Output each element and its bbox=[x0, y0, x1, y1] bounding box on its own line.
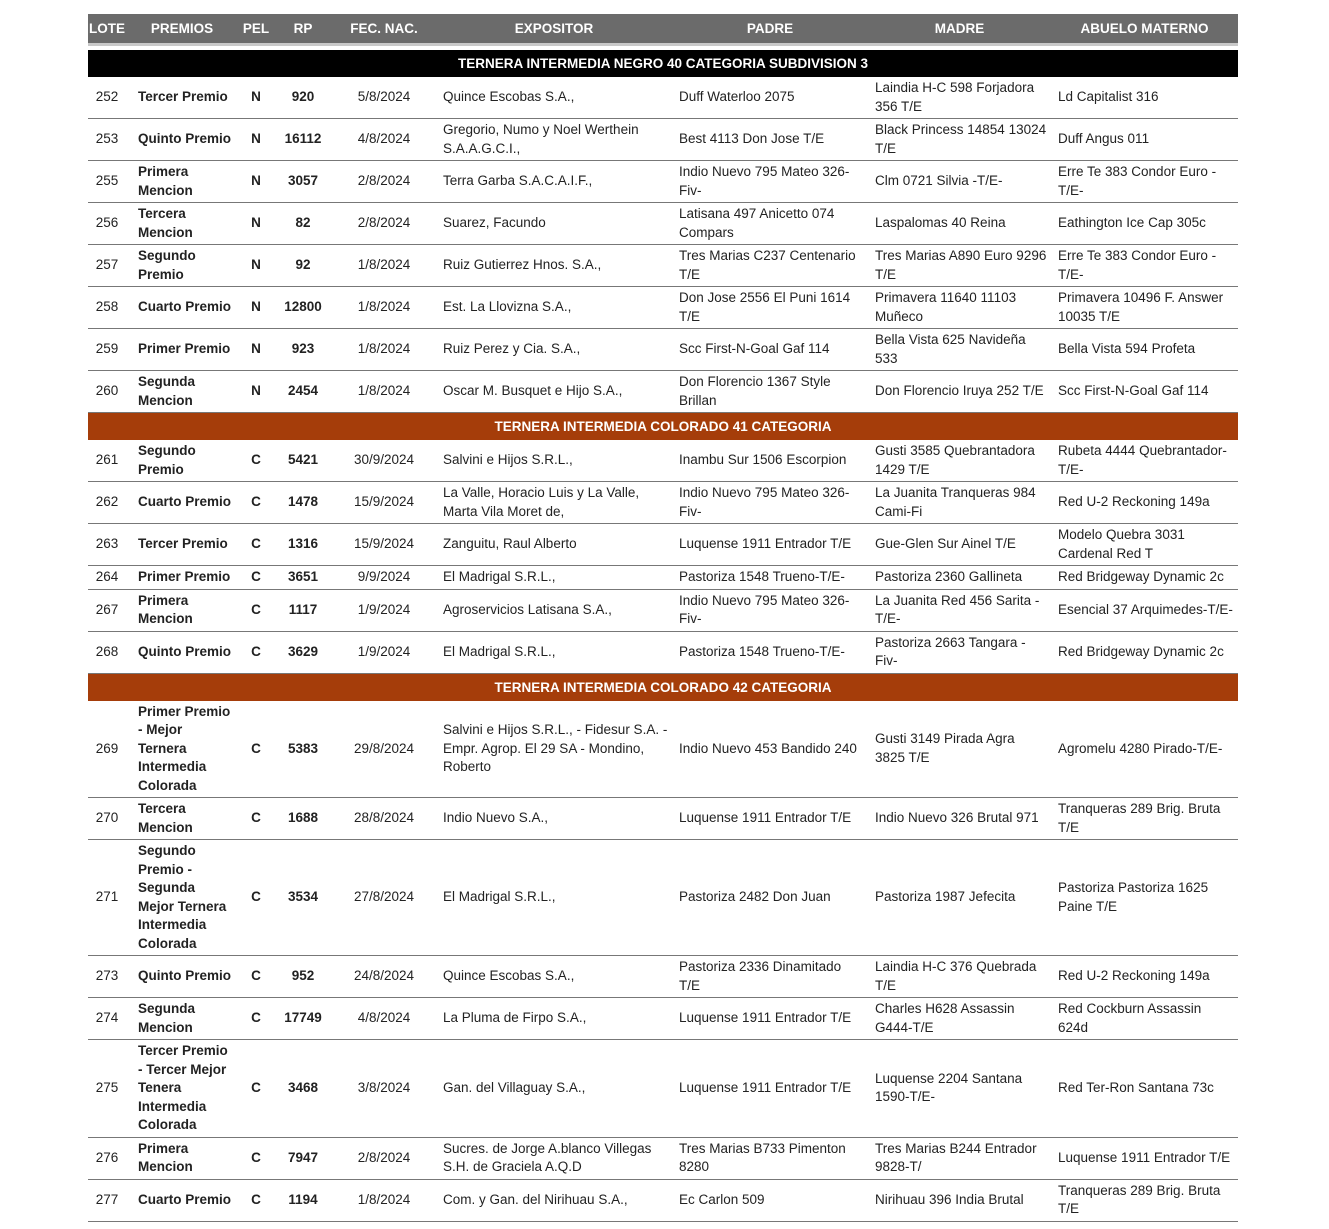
premio-cell: Primera Mencion bbox=[126, 161, 238, 203]
padre-cell: Tres Marias C237 Centenario T/E bbox=[672, 245, 868, 287]
table-row bbox=[88, 1179, 1238, 1221]
premio-cell: Quinto Premio bbox=[126, 956, 238, 998]
premio-cell: Segunda Mencion bbox=[126, 371, 238, 413]
abuelo-materno-cell: Red Bridgeway Dynamic 2c bbox=[1051, 566, 1238, 590]
padre-cell: Luquense 1911 Entrador T/E bbox=[672, 998, 868, 1040]
fec-nac-cell: 2/8/2024 bbox=[332, 161, 436, 203]
pel-cell: N bbox=[238, 119, 274, 161]
results-table bbox=[88, 14, 1238, 1222]
table-row bbox=[88, 161, 1238, 203]
table-row bbox=[88, 589, 1238, 631]
fec-nac-cell: 5/8/2024 bbox=[332, 77, 436, 119]
madre-cell: Pastoriza 2663 Tangara -Fiv- bbox=[868, 631, 1051, 673]
premio-cell: Segundo Premio - Segunda Mejor Ternera Intermedia Colorada bbox=[126, 840, 238, 956]
pel-cell: C bbox=[238, 482, 274, 524]
padre-cell: Tres Marias B733 Pimenton 8280 bbox=[672, 1137, 868, 1179]
madre-cell: Tres Marias B244 Entrador 9828-T/ bbox=[868, 1137, 1051, 1179]
fec-nac-cell: 9/9/2024 bbox=[332, 566, 436, 590]
category-title: TERNERA INTERMEDIA COLORADO 42 CATEGORIA bbox=[88, 673, 1238, 701]
expositor-cell: La Valle, Horacio Luis y La Valle, Marta Vila Moret de, bbox=[436, 482, 672, 524]
rp-cell: 82 bbox=[274, 203, 332, 245]
premio-cell: Tercera Mencion bbox=[126, 203, 238, 245]
premio-cell: Cuarto Premio bbox=[126, 287, 238, 329]
padre-cell: Ec Carlon 509 bbox=[672, 1179, 868, 1221]
madre-cell: Don Florencio Iruya 252 T/E bbox=[868, 371, 1051, 413]
fec-nac-cell: 24/8/2024 bbox=[332, 956, 436, 998]
padre-cell: Luquense 1911 Entrador T/E bbox=[672, 1040, 868, 1138]
lote-cell: 276 bbox=[88, 1137, 126, 1179]
table-header bbox=[88, 14, 1238, 45]
lote-cell: 277 bbox=[88, 1179, 126, 1221]
padre-cell: Indio Nuevo 795 Mateo 326-Fiv- bbox=[672, 161, 868, 203]
header-fec-nac: FEC. NAC. bbox=[332, 14, 436, 45]
lote-cell: 274 bbox=[88, 998, 126, 1040]
lote-cell: 264 bbox=[88, 566, 126, 590]
rp-cell: 3629 bbox=[274, 631, 332, 673]
abuelo-materno-cell: Erre Te 383 Condor Euro -T/E- bbox=[1051, 245, 1238, 287]
expositor-cell: Salvini e Hijos S.R.L., - Fidesur S.A. - Empr. Agrop. El 29 SA - Mondino, Roberto bbox=[436, 701, 672, 798]
header-madre: MADRE bbox=[868, 14, 1051, 45]
pel-cell: C bbox=[238, 440, 274, 482]
expositor-cell: Indio Nuevo S.A., bbox=[436, 798, 672, 840]
abuelo-materno-cell: Eathington Ice Cap 305c bbox=[1051, 203, 1238, 245]
premio-cell: Segundo Premio bbox=[126, 440, 238, 482]
abuelo-materno-cell: Red Bridgeway Dynamic 2c bbox=[1051, 631, 1238, 673]
category-row bbox=[88, 413, 1238, 441]
lote-cell: 270 bbox=[88, 798, 126, 840]
rp-cell: 2454 bbox=[274, 371, 332, 413]
table-row bbox=[88, 77, 1238, 119]
abuelo-materno-cell: Tranqueras 289 Brig. Bruta T/E bbox=[1051, 1179, 1238, 1221]
table-row bbox=[88, 203, 1238, 245]
rp-cell: 1117 bbox=[274, 589, 332, 631]
lote-cell: 256 bbox=[88, 203, 126, 245]
rp-cell: 923 bbox=[274, 329, 332, 371]
rp-cell: 17749 bbox=[274, 998, 332, 1040]
fec-nac-cell: 30/9/2024 bbox=[332, 440, 436, 482]
fec-nac-cell: 1/8/2024 bbox=[332, 245, 436, 287]
madre-cell: Primavera 11640 11103 Muñeco bbox=[868, 287, 1051, 329]
rp-cell: 3651 bbox=[274, 566, 332, 590]
fec-nac-cell: 15/9/2024 bbox=[332, 524, 436, 566]
madre-cell: Nirihuau 396 India Brutal bbox=[868, 1179, 1051, 1221]
abuelo-materno-cell: Modelo Quebra 3031 Cardenal Red T bbox=[1051, 524, 1238, 566]
category-title: TERNERA INTERMEDIA COLORADO 41 CATEGORIA bbox=[88, 413, 1238, 441]
lote-cell: 260 bbox=[88, 371, 126, 413]
category-row bbox=[88, 50, 1238, 77]
header-premios: PREMIOS bbox=[126, 14, 238, 45]
pel-cell: C bbox=[238, 956, 274, 998]
padre-cell: Pastoriza 2482 Don Juan bbox=[672, 840, 868, 956]
padre-cell: Indio Nuevo 453 Bandido 240 bbox=[672, 701, 868, 798]
pel-cell: C bbox=[238, 701, 274, 798]
padre-cell: Don Florencio 1367 Style Brillan bbox=[672, 371, 868, 413]
abuelo-materno-cell: Bella Vista 594 Profeta bbox=[1051, 329, 1238, 371]
premio-cell: Tercer Premio bbox=[126, 524, 238, 566]
expositor-cell: Oscar M. Busquet e Hijo S.A., bbox=[436, 371, 672, 413]
expositor-cell: La Pluma de Firpo S.A., bbox=[436, 998, 672, 1040]
madre-cell: La Juanita Red 456 Sarita -T/E- bbox=[868, 589, 1051, 631]
abuelo-materno-cell: Luquense 1911 Entrador T/E bbox=[1051, 1137, 1238, 1179]
padre-cell: Best 4113 Don Jose T/E bbox=[672, 119, 868, 161]
rp-cell: 5383 bbox=[274, 701, 332, 798]
header-row bbox=[88, 14, 1238, 45]
lote-cell: 262 bbox=[88, 482, 126, 524]
rp-cell: 920 bbox=[274, 77, 332, 119]
pel-cell: N bbox=[238, 161, 274, 203]
header-lote: LOTE bbox=[88, 14, 126, 45]
table-row bbox=[88, 119, 1238, 161]
premio-cell: Primera Mencion bbox=[126, 1137, 238, 1179]
pel-cell: N bbox=[238, 371, 274, 413]
fec-nac-cell: 1/8/2024 bbox=[332, 1179, 436, 1221]
expositor-cell: Sucres. de Jorge A.blanco Villegas S.H. de Graciela A.Q.D bbox=[436, 1137, 672, 1179]
padre-cell: Luquense 1911 Entrador T/E bbox=[672, 798, 868, 840]
lote-cell: 271 bbox=[88, 840, 126, 956]
rp-cell: 1688 bbox=[274, 798, 332, 840]
abuelo-materno-cell: Red Cockburn Assassin 624d bbox=[1051, 998, 1238, 1040]
premio-cell: Tercer Premio bbox=[126, 77, 238, 119]
expositor-cell: Gregorio, Numo y Noel Werthein S.A.A.G.C.I., bbox=[436, 119, 672, 161]
madre-cell: La Juanita Tranqueras 984 Cami-Fi bbox=[868, 482, 1051, 524]
expositor-cell: Est. La Llovizna S.A., bbox=[436, 287, 672, 329]
madre-cell: Pastoriza 1987 Jefecita bbox=[868, 840, 1051, 956]
pel-cell: C bbox=[238, 1179, 274, 1221]
rp-cell: 952 bbox=[274, 956, 332, 998]
table-row bbox=[88, 840, 1238, 956]
table-row bbox=[88, 798, 1238, 840]
expositor-cell: Com. y Gan. del Nirihuau S.A., bbox=[436, 1179, 672, 1221]
lote-cell: 257 bbox=[88, 245, 126, 287]
premio-cell: Primer Premio bbox=[126, 329, 238, 371]
madre-cell: Gusti 3585 Quebrantadora 1429 T/E bbox=[868, 440, 1051, 482]
madre-cell: Clm 0721 Silvia -T/E- bbox=[868, 161, 1051, 203]
premio-cell: Quinto Premio bbox=[126, 119, 238, 161]
lote-cell: 267 bbox=[88, 589, 126, 631]
pel-cell: C bbox=[238, 524, 274, 566]
premio-cell: Cuarto Premio bbox=[126, 482, 238, 524]
fec-nac-cell: 1/8/2024 bbox=[332, 371, 436, 413]
fec-nac-cell: 4/8/2024 bbox=[332, 998, 436, 1040]
abuelo-materno-cell: Erre Te 383 Condor Euro -T/E- bbox=[1051, 161, 1238, 203]
pel-cell: C bbox=[238, 798, 274, 840]
table-row bbox=[88, 998, 1238, 1040]
fec-nac-cell: 27/8/2024 bbox=[332, 840, 436, 956]
lote-cell: 261 bbox=[88, 440, 126, 482]
madre-cell: Tres Marias A890 Euro 9296 T/E bbox=[868, 245, 1051, 287]
fec-nac-cell: 1/9/2024 bbox=[332, 631, 436, 673]
table-row bbox=[88, 245, 1238, 287]
lote-cell: 258 bbox=[88, 287, 126, 329]
table-row bbox=[88, 956, 1238, 998]
padre-cell: Indio Nuevo 795 Mateo 326-Fiv- bbox=[672, 589, 868, 631]
table-row bbox=[88, 287, 1238, 329]
padre-cell: Don Jose 2556 El Puni 1614 T/E bbox=[672, 287, 868, 329]
abuelo-materno-cell: Esencial 37 Arquimedes-T/E- bbox=[1051, 589, 1238, 631]
category-row bbox=[88, 673, 1238, 701]
premio-cell: Segundo Premio bbox=[126, 245, 238, 287]
pel-cell: C bbox=[238, 566, 274, 590]
fec-nac-cell: 15/9/2024 bbox=[332, 482, 436, 524]
pel-cell: N bbox=[238, 203, 274, 245]
madre-cell: Bella Vista 625 Navideña 533 bbox=[868, 329, 1051, 371]
lote-cell: 255 bbox=[88, 161, 126, 203]
header-padre: PADRE bbox=[672, 14, 868, 45]
rp-cell: 1478 bbox=[274, 482, 332, 524]
fec-nac-cell: 29/8/2024 bbox=[332, 701, 436, 798]
madre-cell: Gue-Glen Sur Ainel T/E bbox=[868, 524, 1051, 566]
madre-cell: Pastoriza 2360 Gallineta bbox=[868, 566, 1051, 590]
results-table-wrapper bbox=[88, 14, 1238, 1222]
rp-cell: 5421 bbox=[274, 440, 332, 482]
premio-cell: Tercera Mencion bbox=[126, 798, 238, 840]
pel-cell: N bbox=[238, 329, 274, 371]
madre-cell: Charles H628 Assassin G444-T/E bbox=[868, 998, 1051, 1040]
pel-cell: N bbox=[238, 77, 274, 119]
madre-cell: Luquense 2204 Santana 1590-T/E- bbox=[868, 1040, 1051, 1138]
rp-cell: 1194 bbox=[274, 1179, 332, 1221]
padre-cell: Scc First-N-Goal Gaf 114 bbox=[672, 329, 868, 371]
padre-cell: Duff Waterloo 2075 bbox=[672, 77, 868, 119]
expositor-cell: Quince Escobas S.A., bbox=[436, 77, 672, 119]
premio-cell: Segunda Mencion bbox=[126, 998, 238, 1040]
abuelo-materno-cell: Red U-2 Reckoning 149a bbox=[1051, 956, 1238, 998]
madre-cell: Gusti 3149 Pirada Agra 3825 T/E bbox=[868, 701, 1051, 798]
table-body bbox=[88, 45, 1238, 1222]
premio-cell: Quinto Premio bbox=[126, 631, 238, 673]
lote-cell: 273 bbox=[88, 956, 126, 998]
expositor-cell: Suarez, Facundo bbox=[436, 203, 672, 245]
table-row bbox=[88, 329, 1238, 371]
premio-cell: Primera Mencion bbox=[126, 589, 238, 631]
fec-nac-cell: 2/8/2024 bbox=[332, 203, 436, 245]
header-abuelo-materno: ABUELO MATERNO bbox=[1051, 14, 1238, 45]
pel-cell: N bbox=[238, 245, 274, 287]
abuelo-materno-cell: Ld Capitalist 316 bbox=[1051, 77, 1238, 119]
fec-nac-cell: 3/8/2024 bbox=[332, 1040, 436, 1138]
madre-cell: Laspalomas 40 Reina bbox=[868, 203, 1051, 245]
rp-cell: 92 bbox=[274, 245, 332, 287]
lote-cell: 259 bbox=[88, 329, 126, 371]
padre-cell: Inambu Sur 1506 Escorpion bbox=[672, 440, 868, 482]
expositor-cell: Zanguitu, Raul Alberto bbox=[436, 524, 672, 566]
lote-cell: 268 bbox=[88, 631, 126, 673]
pel-cell: C bbox=[238, 1137, 274, 1179]
madre-cell: Black Princess 14854 13024 T/E bbox=[868, 119, 1051, 161]
expositor-cell: Salvini e Hijos S.R.L., bbox=[436, 440, 672, 482]
abuelo-materno-cell: Red Ter-Ron Santana 73c bbox=[1051, 1040, 1238, 1138]
fec-nac-cell: 1/8/2024 bbox=[332, 329, 436, 371]
padre-cell: Pastoriza 1548 Trueno-T/E- bbox=[672, 566, 868, 590]
fec-nac-cell: 1/8/2024 bbox=[332, 287, 436, 329]
abuelo-materno-cell: Pastoriza Pastoriza 1625 Paine T/E bbox=[1051, 840, 1238, 956]
header-pel: PEL bbox=[238, 14, 274, 45]
rp-cell: 7947 bbox=[274, 1137, 332, 1179]
table-row bbox=[88, 371, 1238, 413]
padre-cell: Pastoriza 2336 Dinamitado T/E bbox=[672, 956, 868, 998]
lote-cell: 253 bbox=[88, 119, 126, 161]
abuelo-materno-cell: Rubeta 4444 Quebrantador-T/E- bbox=[1051, 440, 1238, 482]
rp-cell: 16112 bbox=[274, 119, 332, 161]
abuelo-materno-cell: Scc First-N-Goal Gaf 114 bbox=[1051, 371, 1238, 413]
fec-nac-cell: 28/8/2024 bbox=[332, 798, 436, 840]
expositor-cell: Quince Escobas S.A., bbox=[436, 956, 672, 998]
fec-nac-cell: 2/8/2024 bbox=[332, 1137, 436, 1179]
rp-cell: 1316 bbox=[274, 524, 332, 566]
lote-cell: 263 bbox=[88, 524, 126, 566]
lote-cell: 275 bbox=[88, 1040, 126, 1138]
padre-cell: Luquense 1911 Entrador T/E bbox=[672, 524, 868, 566]
madre-cell: Laindia H-C 376 Quebrada T/E bbox=[868, 956, 1051, 998]
abuelo-materno-cell: Tranqueras 289 Brig. Bruta T/E bbox=[1051, 798, 1238, 840]
pel-cell: C bbox=[238, 840, 274, 956]
category-title: TERNERA INTERMEDIA NEGRO 40 CATEGORIA SUBDIVISION 3 bbox=[88, 50, 1238, 77]
padre-cell: Pastoriza 1548 Trueno-T/E- bbox=[672, 631, 868, 673]
header-expositor: EXPOSITOR bbox=[436, 14, 672, 45]
table-row bbox=[88, 566, 1238, 590]
premio-cell: Primer Premio bbox=[126, 566, 238, 590]
header-rp: RP bbox=[274, 14, 332, 45]
expositor-cell: El Madrigal S.R.L., bbox=[436, 631, 672, 673]
fec-nac-cell: 1/9/2024 bbox=[332, 589, 436, 631]
table-row bbox=[88, 440, 1238, 482]
lote-cell: 269 bbox=[88, 701, 126, 798]
padre-cell: Latisana 497 Anicetto 074 Compars bbox=[672, 203, 868, 245]
expositor-cell: Ruiz Gutierrez Hnos. S.A., bbox=[436, 245, 672, 287]
table-row bbox=[88, 1040, 1238, 1138]
table-row bbox=[88, 524, 1238, 566]
abuelo-materno-cell: Red U-2 Reckoning 149a bbox=[1051, 482, 1238, 524]
premio-cell: Tercer Premio - Tercer Mejor Tenera Intermedia Colorada bbox=[126, 1040, 238, 1138]
pel-cell: C bbox=[238, 631, 274, 673]
premio-cell: Cuarto Premio bbox=[126, 1179, 238, 1221]
rp-cell: 3057 bbox=[274, 161, 332, 203]
expositor-cell: Gan. del Villaguay S.A., bbox=[436, 1040, 672, 1138]
table-row bbox=[88, 482, 1238, 524]
fec-nac-cell: 4/8/2024 bbox=[332, 119, 436, 161]
table-row bbox=[88, 701, 1238, 798]
lote-cell: 252 bbox=[88, 77, 126, 119]
rp-cell: 12800 bbox=[274, 287, 332, 329]
table-row bbox=[88, 631, 1238, 673]
table-row bbox=[88, 1137, 1238, 1179]
premio-cell: Primer Premio - Mejor Ternera Intermedia Colorada bbox=[126, 701, 238, 798]
rp-cell: 3534 bbox=[274, 840, 332, 956]
madre-cell: Laindia H-C 598 Forjadora 356 T/E bbox=[868, 77, 1051, 119]
pel-cell: C bbox=[238, 998, 274, 1040]
pel-cell: C bbox=[238, 1040, 274, 1138]
abuelo-materno-cell: Duff Angus 011 bbox=[1051, 119, 1238, 161]
expositor-cell: El Madrigal S.R.L., bbox=[436, 840, 672, 956]
abuelo-materno-cell: Agromelu 4280 Pirado-T/E- bbox=[1051, 701, 1238, 798]
rp-cell: 3468 bbox=[274, 1040, 332, 1138]
expositor-cell: Agroservicios Latisana S.A., bbox=[436, 589, 672, 631]
padre-cell: Indio Nuevo 795 Mateo 326-Fiv- bbox=[672, 482, 868, 524]
expositor-cell: Terra Garba S.A.C.A.I.F., bbox=[436, 161, 672, 203]
abuelo-materno-cell: Primavera 10496 F. Answer 10035 T/E bbox=[1051, 287, 1238, 329]
expositor-cell: Ruiz Perez y Cia. S.A., bbox=[436, 329, 672, 371]
pel-cell: N bbox=[238, 287, 274, 329]
pel-cell: C bbox=[238, 589, 274, 631]
madre-cell: Indio Nuevo 326 Brutal 971 bbox=[868, 798, 1051, 840]
expositor-cell: El Madrigal S.R.L., bbox=[436, 566, 672, 590]
